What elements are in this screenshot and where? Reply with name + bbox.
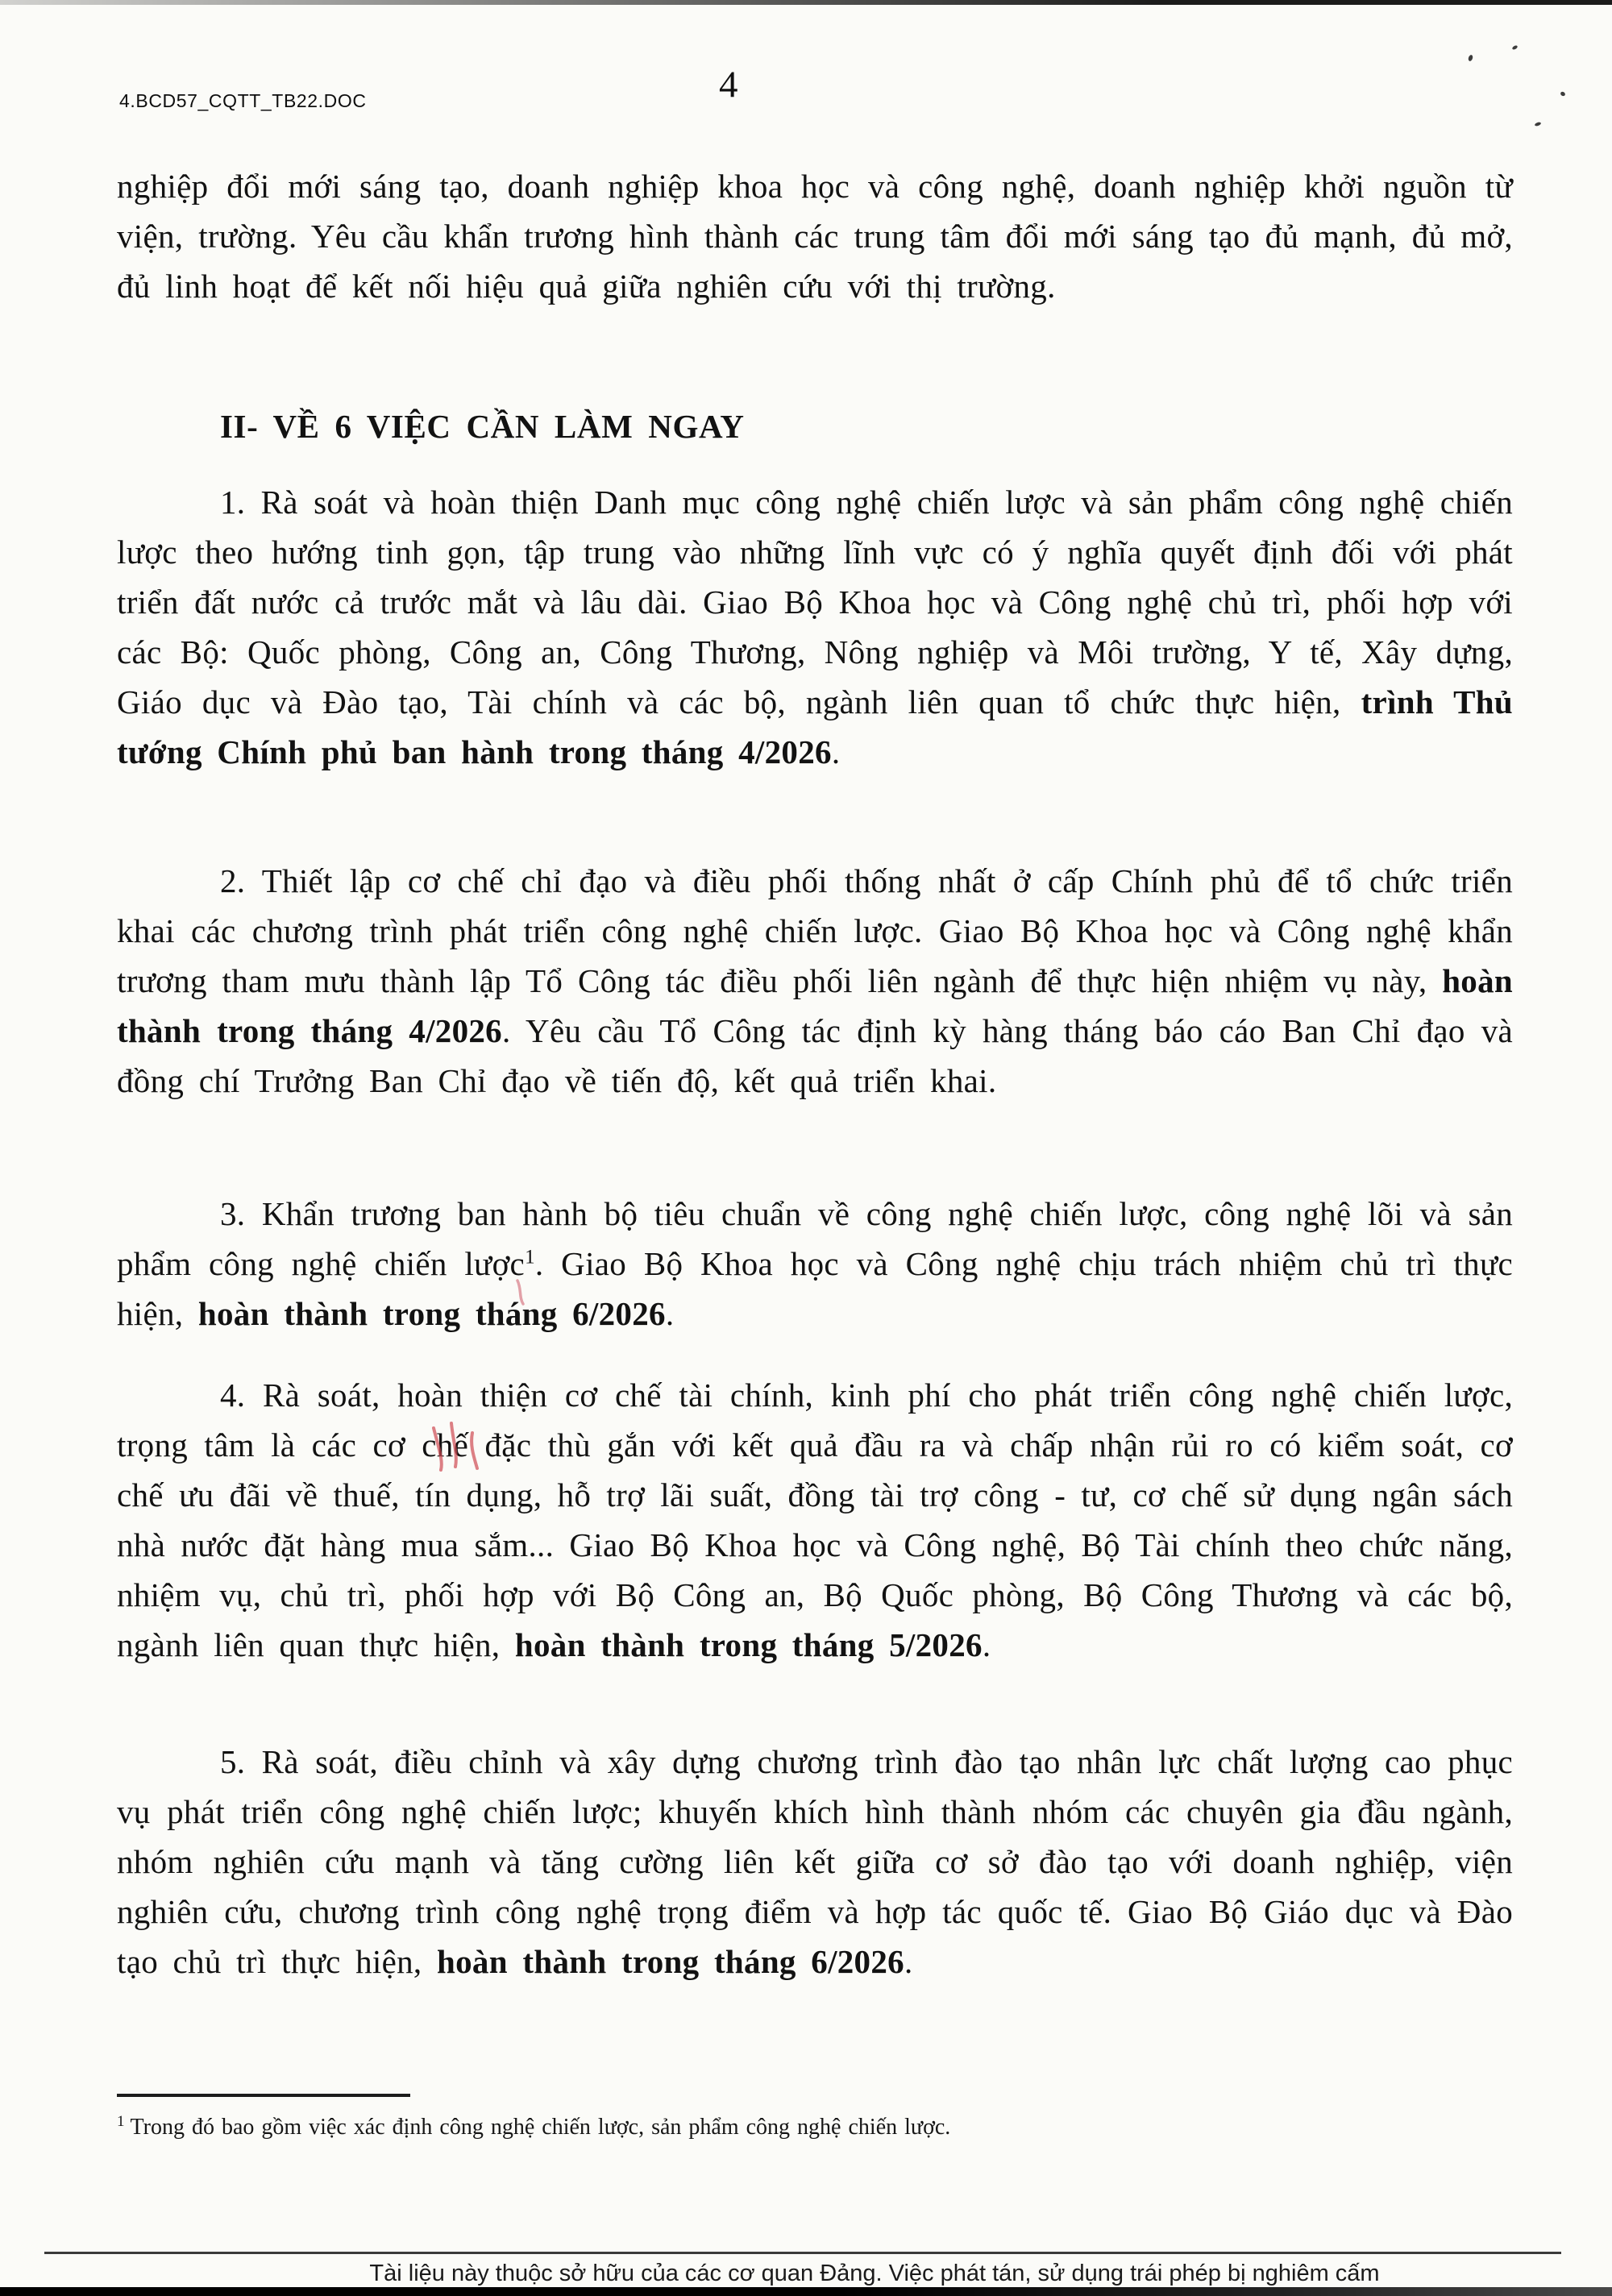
scan-edge-top <box>0 0 1612 5</box>
footnote-text: Trong đó bao gồm việc xác định công nghệ chiến lược, sản phẩm công nghệ chiến lược. <box>130 2115 951 2140</box>
list-item-4 <box>117 1370 1513 1670</box>
scan-edge-bottom <box>0 2287 1612 2296</box>
red-pen-mark-small <box>511 1277 534 1309</box>
footer-rule <box>44 2252 1561 2254</box>
footnote-marker: 1 <box>117 2112 125 2130</box>
list-item-1 <box>117 477 1513 777</box>
scan-speck <box>1511 45 1518 51</box>
intro-text: nghiệp đổi mới sáng tạo, doanh nghiệp khoa học và công nghệ, doanh nghiệp khởi nguồn từ viện, trường. Yêu cầu khẩn trương hình thành các trung tâm đổi mới sáng tạo đủ mạnh, đủ mở, đủ linh hoạt để kết nối hiệu quả giữa nghiên cứu với thị trường. <box>117 168 1513 305</box>
ownership-notice: Tài liệu này thuộc sở hữu của các cơ quan Đảng. Việc phát tán, sử dụng trái phép bị nghiêm cấm <box>369 2261 1380 2286</box>
item-deadline: hoàn thành trong tháng 6/2026 <box>197 1295 666 1332</box>
item-deadline: hoàn thành trong tháng 4/2026 <box>117 962 1513 1049</box>
footnote <box>117 2111 1374 2144</box>
item-text: . <box>904 1943 913 1980</box>
item-text: . Yêu cầu Tổ Công tác định kỳ hàng tháng báo cáo Ban Chỉ đạo và đồng chí Trưởng Ban Chỉ đạo về tiến độ, kết quả triển khai. <box>117 1012 1513 1099</box>
item-text: . <box>831 733 841 770</box>
section-heading: II- VỀ 6 VIỆC CẦN LÀM NGAY <box>220 408 745 445</box>
footnote-reference: 1 <box>525 1246 535 1268</box>
scan-speck <box>1560 91 1566 98</box>
page-number: 4 <box>719 64 738 106</box>
item-text: 5. Rà soát, điều chỉnh và xây dựng chương trình đào tạo nhân lực chất lượng cao phục vụ phát triển công nghệ chiến lược; khuyến khích hình thành nhóm các chuyên gia đầu ngành, nhóm nghiên cứu mạnh và tăng cường liên kết giữa cơ sở đào tạo với doanh nghiệp, viện nghiên cứu, chương trình công nghệ trọng điểm và hợp tác quốc tế. Giao Bộ Giáo dục và Đào tạo chủ trì thực hiện, <box>117 1743 1513 1980</box>
scan-speck <box>1535 122 1542 127</box>
scan-speck <box>1468 54 1473 61</box>
item-deadline: hoàn thành trong tháng 6/2026 <box>437 1943 904 1980</box>
red-pen-mark <box>426 1417 503 1478</box>
item-text: 4. Rà soát, hoàn thiện cơ chế tài chính, kinh phí cho phát triển công nghệ chiến lược, trọng tâm là các cơ chế đặc thù gắn với kết quả đầu ra và chấp nhận rủi ro có kiểm soát, cơ chế ưu đãi về thuế, tín dụng, hỗ trợ lãi suất, đồng tài trợ công - tư, cơ chế sử dụng ngân sách nhà nước đặt hàng mua sắm... Giao Bộ Khoa học và Công nghệ, Bộ Tài chính theo chức năng, nhiệm vụ, chủ trì, phối hợp với Bộ Công an, Bộ Quốc phòng, Bộ Công Thương và các bộ, ngành liên quan thực hiện, <box>117 1376 1513 1663</box>
list-item-5 <box>117 1737 1513 1987</box>
footnote-separator <box>117 2094 410 2097</box>
list-item-3 <box>117 1189 1513 1339</box>
item-deadline: trình Thủ tướng Chính phủ ban hành trong tháng 4/2026 <box>117 683 1513 770</box>
item-text: . <box>665 1295 675 1332</box>
item-deadline: hoàn thành trong tháng 5/2026 <box>514 1626 983 1663</box>
list-item-2 <box>117 856 1513 1106</box>
item-text: 1. Rà soát và hoàn thiện Danh mục công nghệ chiến lược và sản phẩm công nghệ chiến lược theo hướng tinh gọn, tập trung vào những lĩnh vực có ý nghĩa quyết định đối với phát triển đất nước cả trước mắt và lâu dài. Giao Bộ Khoa học và Công nghệ chủ trì, phối hợp với các Bộ: Quốc phòng, Công an, Công Thương, Nông nghiệp và Môi trường, Y tế, Xây dựng, Giáo dục và Đào tạo, Tài chính và các bộ, ngành liên quan tổ chức thực hiện, <box>117 484 1513 720</box>
item-text: . Giao Bộ Khoa học và Công nghệ chịu trách nhiệm chủ trì thực hiện, <box>117 1245 1513 1332</box>
intro-paragraph <box>117 161 1513 311</box>
item-text: 2. Thiết lập cơ chế chỉ đạo và điều phối thống nhất ở cấp Chính phủ để tổ chức triển khai các chương trình phát triển công nghệ chiến lược. Giao Bộ Khoa học và Công nghệ khẩn trương tham mưu thành lập Tổ Công tác điều phối liên ngành để thực hiện nhiệm vụ này, <box>117 862 1513 999</box>
item-text: . <box>982 1626 991 1663</box>
item-text: 3. Khẩn trương ban hành bộ tiêu chuẩn về công nghệ chiến lược, công nghệ lõi và sản phẩm công nghệ chiến lược <box>117 1195 1513 1282</box>
document-filename: 4.BCD57_CQTT_TB22.DOC <box>119 90 367 111</box>
